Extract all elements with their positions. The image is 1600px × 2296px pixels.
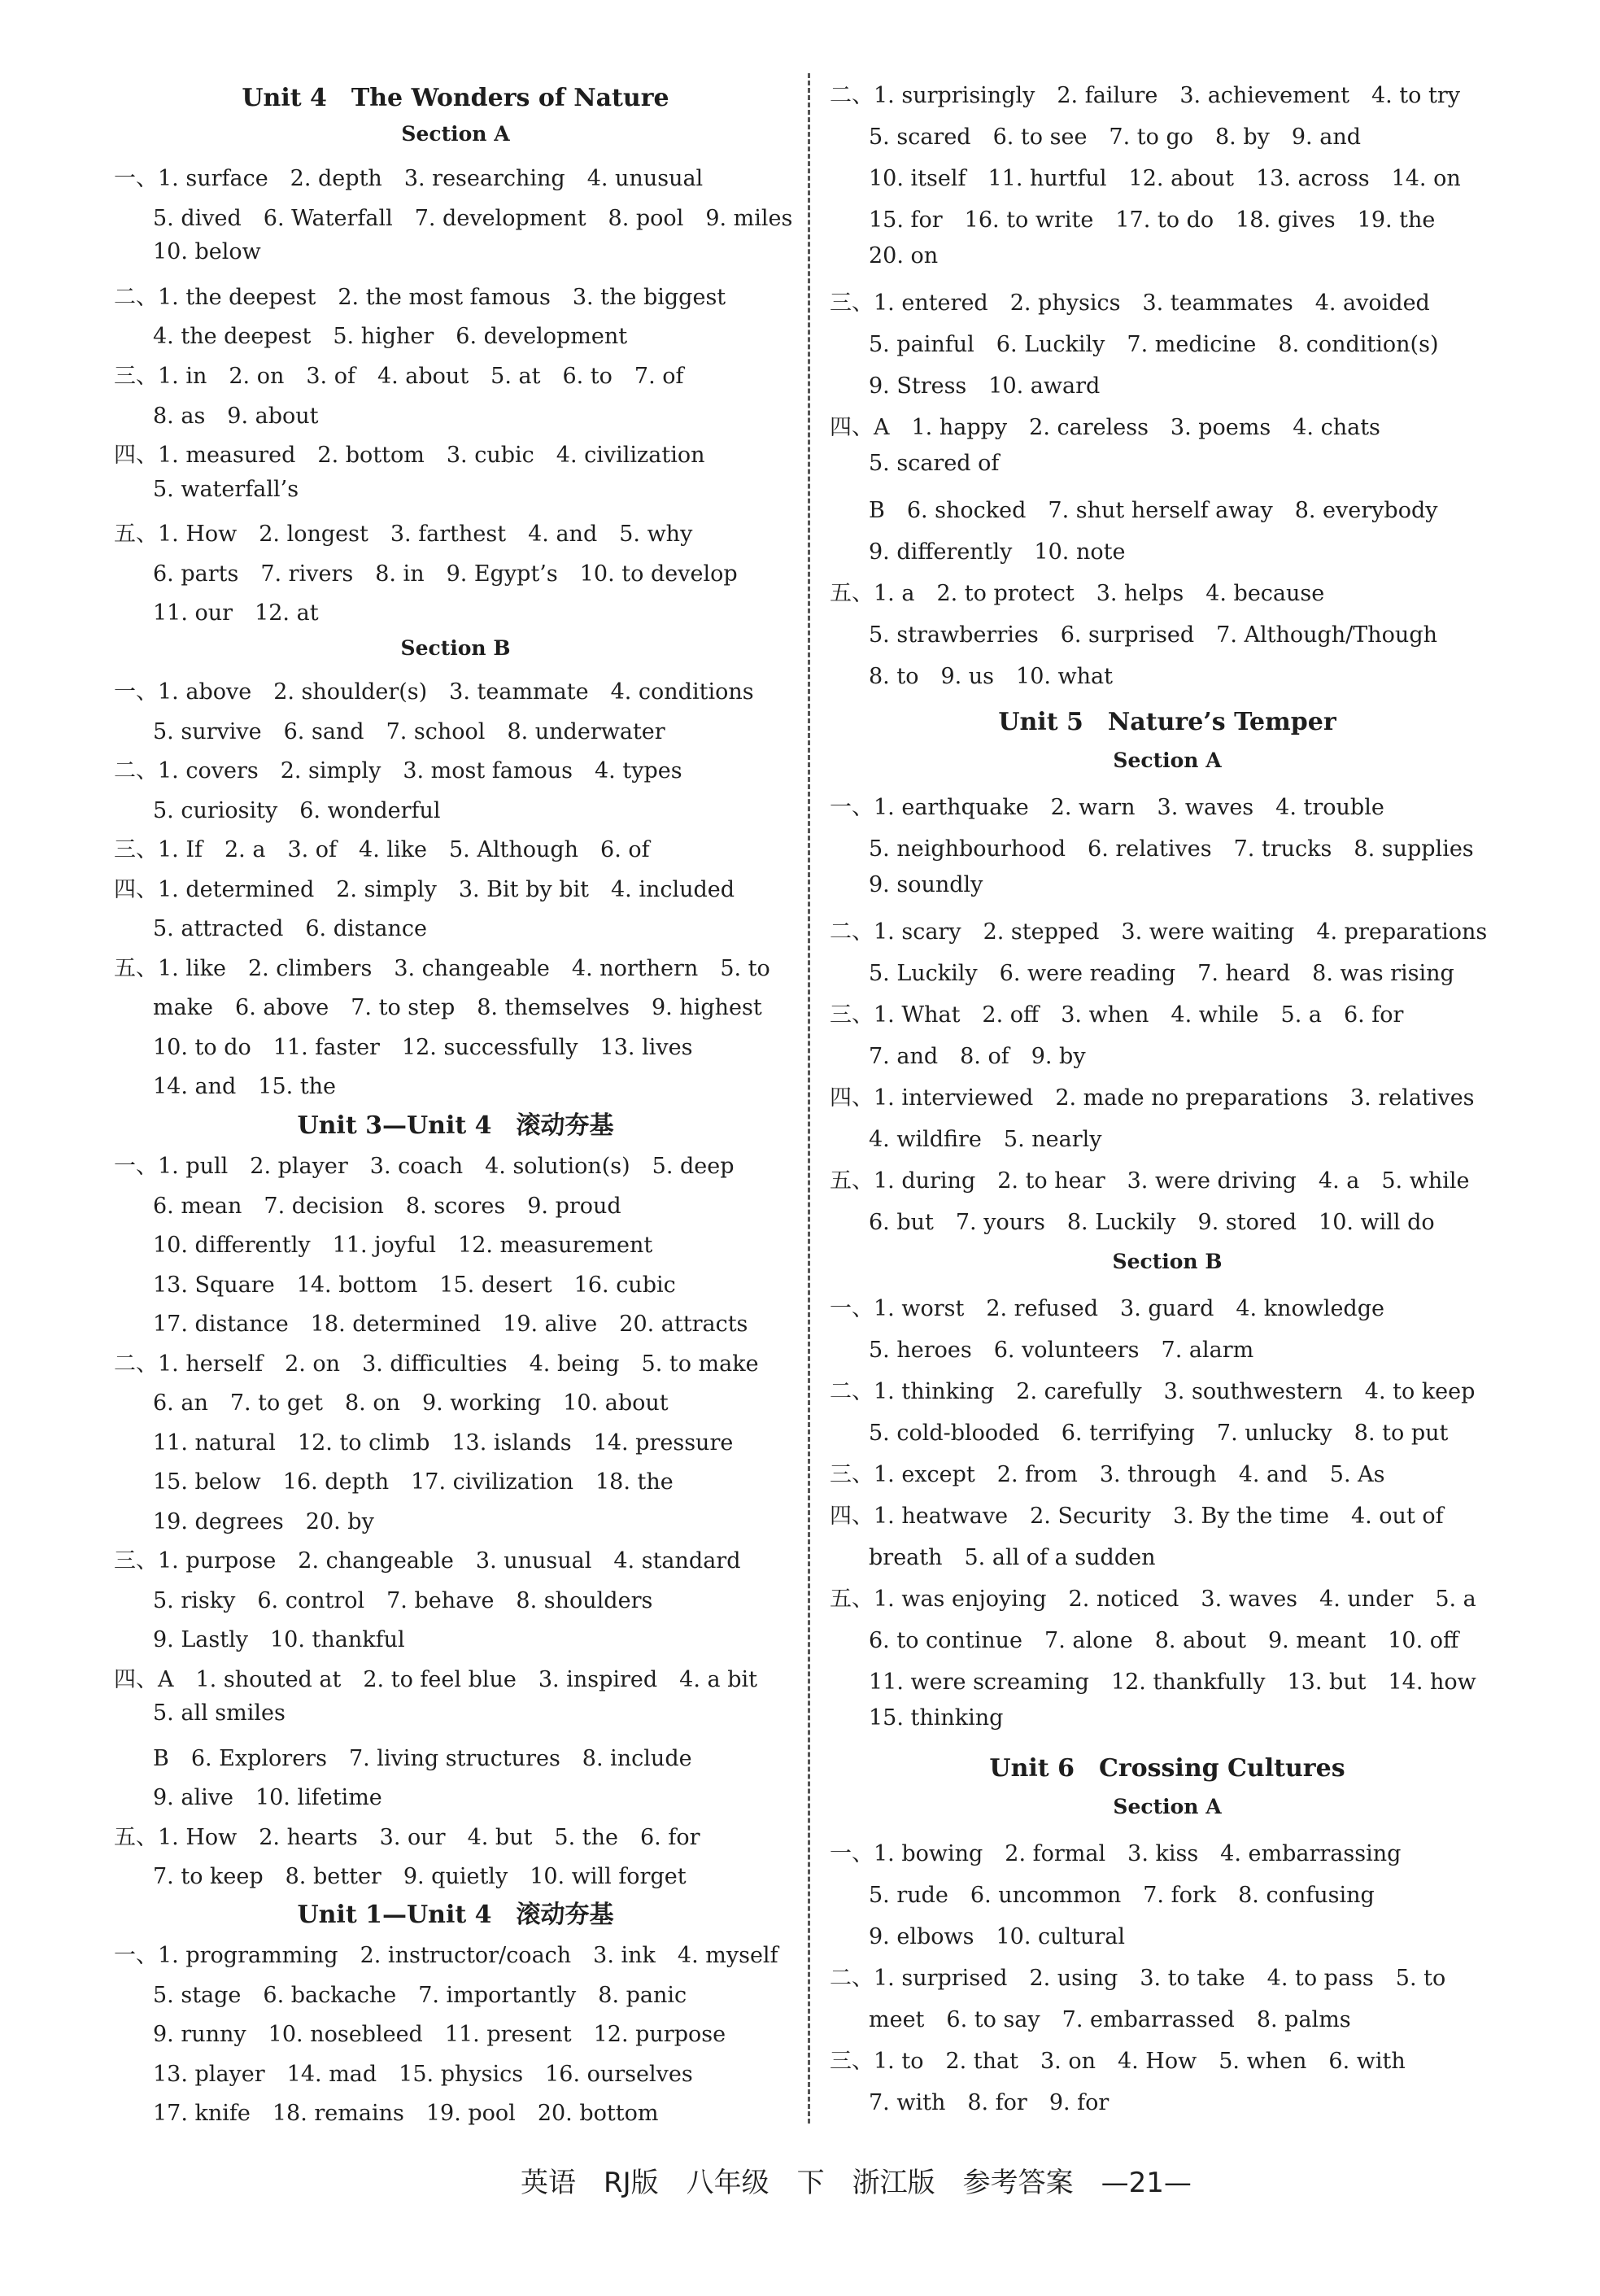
answer-line: 三、1. to 2. that 3. on 4. How 5. when 6. with [830, 2049, 1406, 2074]
answer-line: 5. dived 6. Waterfall 7. development 8. pool 9. miles [153, 206, 793, 231]
answer-line: 7. to keep 8. better 9. quietly 10. will forget [153, 1864, 687, 1889]
unit-heading: Unit 6 Crossing Cultures [989, 1754, 1345, 1783]
answer-line: 10. itself 11. hurtful 12. about 13. across 14. on [869, 166, 1461, 191]
answer-line: 8. as 9. about [153, 404, 319, 429]
answer-line: 5. painful 6. Luckily 7. medicine 8. condition(s) [869, 332, 1439, 357]
answer-line: 7. and 8. of 9. by [869, 1044, 1086, 1069]
answer-line: 15. below 16. depth 17. civilization 18. the [153, 1469, 674, 1495]
answer-line: 5. heroes 6. volunteers 7. alarm [869, 1338, 1254, 1363]
answer-line: 四、1. determined 2. simply 3. Bit by bit 4. included [114, 877, 735, 902]
answer-line: 四、1. interviewed 2. made no preparations 3. relatives [830, 1085, 1475, 1111]
section-heading: Section A [1113, 1795, 1222, 1818]
answer-line: 8. to 9. us 10. what [869, 664, 1114, 689]
answer-line: B 6. Explorers 7. living structures 8. include [153, 1746, 692, 1771]
answer-line: 14. and 15. the [153, 1074, 337, 1099]
answer-line: 6. but 7. yours 8. Luckily 9. stored 10. will do [869, 1210, 1435, 1235]
answer-line: 三、1. entered 2. physics 3. teammates 4. avoided [830, 290, 1430, 316]
page-footer: 英语 RJ版 八年级 下 浙江版 参考答案 —21— [521, 2167, 1192, 2199]
answer-line: 19. degrees 20. by [153, 1509, 374, 1534]
section-heading: Section B [400, 636, 511, 660]
answer-line: 二、1. thinking 2. carefully 3. southwestern 4. to keep [830, 1379, 1476, 1404]
answer-line: 5. neighbourhood 6. relatives 7. trucks 8. supplies [869, 836, 1474, 862]
answer-line: 7. with 8. for 9. for [869, 2090, 1110, 2115]
answer-line: 一、1. earthquake 2. warn 3. waves 4. trouble [830, 795, 1384, 820]
answer-line: 13. player 14. mad 15. physics 16. ourselves [153, 2062, 693, 2087]
answer-line: 5. survive 6. sand 7. school 8. underwater [153, 719, 665, 744]
answer-line: 五、1. How 2. longest 3. farthest 4. and 5. why [114, 522, 693, 547]
answer-line: 二、1. herself 2. on 3. difficulties 4. being 5. to make [114, 1351, 759, 1377]
answer-line: 三、1. What 2. off 3. when 4. while 5. a 6. for [830, 1002, 1404, 1028]
answer-line: 五、1. like 2. climbers 3. changeable 4. northern 5. to [114, 956, 770, 981]
answer-line: B 6. shocked 7. shut herself away 8. everybody [869, 498, 1438, 523]
answer-line: 二、1. surprisingly 2. failure 3. achievement 4. to try [830, 83, 1461, 108]
answer-line: 四、1. heatwave 2. Security 3. By the time 4. out of [830, 1504, 1444, 1529]
answer-line: 4. wildfire 5. nearly [869, 1127, 1102, 1152]
answer-line: 9. Stress 10. award [869, 373, 1101, 399]
answer-line: 5. rude 6. uncommon 7. fork 8. confusing [869, 1883, 1375, 1908]
unit-heading: Unit 5 Nature’s Temper [998, 708, 1336, 736]
answer-line: 二、1. surprised 2. using 3. to take 4. to pass 5. to [830, 1966, 1446, 1991]
answer-line: 11. were screaming 12. thankfully 13. but 14. how [869, 1670, 1476, 1695]
answer-line: 5. cold-blooded 6. terrifying 7. unlucky 8. to put [869, 1421, 1449, 1446]
answer-line: 四、A 1. shouted at 2. to feel blue 3. inspired 4. a bit [114, 1667, 757, 1692]
answer-line: 10. below [153, 239, 261, 264]
answer-line: 五、1. was enjoying 2. noticed 3. waves 4. under 5. a [830, 1587, 1476, 1612]
answer-line: 五、1. How 2. hearts 3. our 4. but 5. the 6. for [114, 1825, 700, 1850]
section-heading: Section B [1112, 1250, 1223, 1273]
answer-line: 5. curiosity 6. wonderful [153, 798, 441, 823]
answer-line: 一、1. worst 2. refused 3. guard 4. knowledge [830, 1296, 1384, 1321]
answer-line: 6. to continue 7. alone 8. about 9. meant 10. off [869, 1628, 1459, 1653]
answer-line: 9. runny 10. nosebleed 11. present 12. purpose [153, 2022, 726, 2047]
answer-line: 5. scared 6. to see 7. to go 8. by 9. and [869, 124, 1361, 150]
section-heading: Section A [1113, 749, 1222, 772]
answer-line: 5. risky 6. control 7. behave 8. shoulders [153, 1588, 653, 1613]
answer-line: make 6. above 7. to step 8. themselves 9. highest [153, 995, 762, 1020]
answer-line: 二、1. the deepest 2. the most famous 3. the biggest [114, 285, 726, 310]
answer-line: 5. scared of [869, 451, 1000, 476]
answer-line: 10. differently 11. joyful 12. measurement [153, 1233, 653, 1258]
answer-line: 9. differently 10. note [869, 539, 1126, 565]
answer-line: 二、1. covers 2. simply 3. most famous 4. types [114, 758, 682, 784]
unit-heading: Unit 3—Unit 4 滚动夯基 [297, 1111, 614, 1140]
unit-heading: Unit 4 The Wonders of Nature [242, 84, 669, 112]
answer-line: 10. to do 11. faster 12. successfully 13. lives [153, 1035, 693, 1060]
answer-line: 三、1. purpose 2. changeable 3. unusual 4. standard [114, 1548, 741, 1574]
answer-line: 6. an 7. to get 8. on 9. working 10. about [153, 1390, 669, 1416]
answer-line: 四、A 1. happy 2. careless 3. poems 4. chats [830, 415, 1380, 440]
answer-line: 4. the deepest 5. higher 6. development [153, 324, 628, 349]
answer-line: 6. parts 7. rivers 8. in 9. Egypt’s 10. to develop [153, 561, 738, 587]
answer-line: 五、1. a 2. to protect 3. helps 4. because [830, 581, 1325, 606]
answer-line: 17. knife 18. remains 19. pool 20. bottom [153, 2101, 659, 2126]
unit-heading: Unit 1—Unit 4 滚动夯基 [297, 1901, 614, 1929]
answer-line: 15. for 16. to write 17. to do 18. gives 19. the [869, 207, 1436, 233]
answer-line: 五、1. during 2. to hear 3. were driving 4. a 5. while [830, 1168, 1470, 1194]
answer-line: 5. strawberries 6. surprised 7. Although/Though [869, 622, 1437, 648]
answer-line: 一、1. above 2. shoulder(s) 3. teammate 4. conditions [114, 679, 754, 705]
answer-line: 15. thinking [869, 1705, 1004, 1731]
answer-line: 5. Luckily 6. were reading 7. heard 8. was rising [869, 961, 1454, 986]
answer-line: 三、1. except 2. from 3. through 4. and 5. As [830, 1462, 1385, 1487]
answer-line: 9. elbows 10. cultural [869, 1924, 1126, 1949]
column-divider [808, 73, 810, 2124]
answer-line: 二、1. scary 2. stepped 3. were waiting 4. preparations [830, 919, 1488, 945]
section-heading: Section A [401, 122, 510, 146]
answer-line: 三、1. If 2. a 3. of 4. like 5. Although 6. of [114, 837, 650, 862]
answer-line: 5. waterfall’s [153, 477, 299, 502]
answer-line: breath 5. all of a sudden [869, 1545, 1156, 1570]
answer-line: 一、1. bowing 2. formal 3. kiss 4. embarrassing [830, 1841, 1402, 1866]
answer-line: meet 6. to say 7. embarrassed 8. palms [869, 2007, 1351, 2032]
answer-line: 四、1. measured 2. bottom 3. cubic 4. civilization [114, 443, 705, 468]
answer-line: 6. mean 7. decision 8. scores 9. proud [153, 1194, 621, 1219]
answer-line: 5. stage 6. backache 7. importantly 8. panic [153, 1983, 687, 2008]
answer-line: 一、1. pull 2. player 3. coach 4. solution(s) 5. deep [114, 1154, 735, 1179]
answer-line: 20. on [869, 243, 939, 268]
answer-line: 5. attracted 6. distance [153, 916, 427, 941]
answer-line: 9. alive 10. lifetime [153, 1785, 382, 1810]
answer-line: 9. soundly [869, 872, 983, 897]
answer-line: 11. natural 12. to climb 13. islands 14. pressure [153, 1430, 734, 1456]
answer-line: 17. distance 18. determined 19. alive 20. attracts [153, 1312, 748, 1337]
answer-line: 9. Lastly 10. thankful [153, 1627, 405, 1652]
answer-line: 三、1. in 2. on 3. of 4. about 5. at 6. to 7. of [114, 364, 684, 389]
answer-line: 5. all smiles [153, 1700, 286, 1726]
answer-line: 11. our 12. at [153, 600, 319, 626]
answer-line: 一、1. programming 2. instructor/coach 3. ink 4. myself [114, 1943, 778, 1968]
answer-line: 一、1. surface 2. depth 3. researching 4. unusual [114, 166, 704, 191]
answer-line: 13. Square 14. bottom 15. desert 16. cubic [153, 1272, 676, 1298]
